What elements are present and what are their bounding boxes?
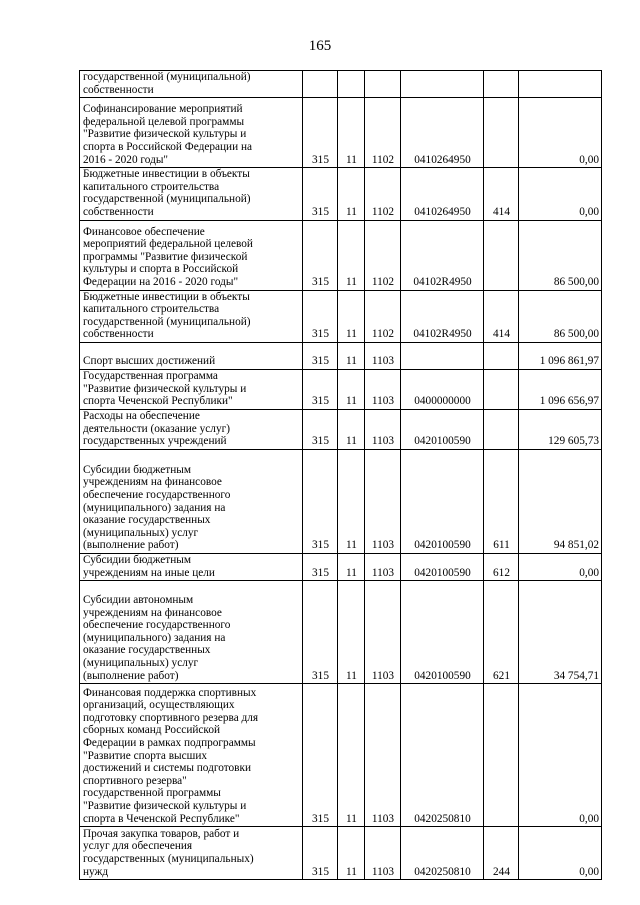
expense-kind-cell: 414 <box>484 168 519 220</box>
section-code-cell: 11 <box>338 409 365 449</box>
amount-cell: 0,00 <box>519 827 602 880</box>
ministry-code-cell: 315 <box>303 98 338 168</box>
target-article-cell: 0420250810 <box>401 827 484 880</box>
subsection-code-cell: 1102 <box>365 168 401 220</box>
subsection-code-cell: 1102 <box>365 220 401 290</box>
expense-kind-cell <box>484 71 519 98</box>
ministry-code-cell: 315 <box>303 449 338 553</box>
expense-name-cell: Спорт высших достижений <box>80 342 303 369</box>
subsection-code-cell: 1102 <box>365 290 401 342</box>
expense-kind-cell: 621 <box>484 581 519 684</box>
table-row <box>80 71 602 98</box>
amount-cell: 0,00 <box>519 553 602 580</box>
amount-cell: 86 500,00 <box>519 290 602 342</box>
ministry-code-cell: 315 <box>303 684 338 827</box>
expense-kind-cell <box>484 409 519 449</box>
target-article-cell: 0420250810 <box>401 684 484 827</box>
expense-name-cell: Софинансирование мероприятий федеральной целевой программы "Развитие физической культуры и спорта в Российской Федерации на 2016 - 2020 годы" <box>80 98 303 168</box>
subsection-code-cell: 1103 <box>365 369 401 409</box>
section-code-cell: 11 <box>338 220 365 290</box>
table-row <box>80 827 602 880</box>
table-row <box>80 409 602 449</box>
section-code-cell: 11 <box>338 369 365 409</box>
expense-name-cell: государственной (муниципальной) собственности <box>80 71 303 98</box>
table-row <box>80 369 602 409</box>
ministry-code-cell: 315 <box>303 342 338 369</box>
subsection-code-cell: 1103 <box>365 684 401 827</box>
expense-name-cell: Расходы на обеспечение деятельности (оказание услуг) государственных учреждений <box>80 409 303 449</box>
section-code-cell: 11 <box>338 168 365 220</box>
expense-name-cell: Финансовое обеспечение мероприятий федеральной целевой программы "Развитие физической культуры и спорта в Российской Федерации на 2016 - 2020 годы" <box>80 220 303 290</box>
target-article-cell: 0410264950 <box>401 168 484 220</box>
ministry-code-cell: 315 <box>303 290 338 342</box>
section-code-cell: 11 <box>338 449 365 553</box>
expense-name-cell: Бюджетные инвестиции в объекты капитального строительства государственной (муниципальной) собственности <box>80 168 303 220</box>
amount-cell: 129 605,73 <box>519 409 602 449</box>
subsection-code-cell: 1103 <box>365 827 401 880</box>
expense-name-cell: Бюджетные инвестиции в объекты капитального строительства государственной (муниципальной) собственности <box>80 290 303 342</box>
target-article-cell: 0420100590 <box>401 553 484 580</box>
table-row <box>80 290 602 342</box>
ministry-code-cell: 315 <box>303 220 338 290</box>
table-row <box>80 553 602 580</box>
amount-cell: 0,00 <box>519 684 602 827</box>
table-row <box>80 98 602 168</box>
expense-name-cell: Субсидии бюджетным учреждениям на финансовое обеспечение государственного (муниципального) задания на оказание государственных (муниципальных) услуг (выполнение работ) <box>80 449 303 553</box>
amount-cell: 86 500,00 <box>519 220 602 290</box>
subsection-code-cell: 1102 <box>365 98 401 168</box>
expense-kind-cell <box>484 369 519 409</box>
subsection-code-cell: 1103 <box>365 409 401 449</box>
table-row <box>80 581 602 684</box>
target-article-cell: 0420100590 <box>401 449 484 553</box>
ministry-code-cell: 315 <box>303 168 338 220</box>
ministry-code-cell <box>303 71 338 98</box>
expense-name-cell: Субсидии автономным учреждениям на финансовое обеспечение государственного (муниципального) задания на оказание государственных (муниципальных) услуг (выполнение работ) <box>80 581 303 684</box>
target-article-cell: 0400000000 <box>401 369 484 409</box>
expense-kind-cell <box>484 220 519 290</box>
amount-cell: 94 851,02 <box>519 449 602 553</box>
expense-kind-cell: 244 <box>484 827 519 880</box>
amount-cell: 1 096 656,97 <box>519 369 602 409</box>
expense-name-cell: Финансовая поддержка спортивных организаций, осуществляющих подготовку спортивного резерва для сборных команд Российской Федерации в рамках подпрограммы "Развитие спорта высших достижений и системы подготовки спортивного резерва" государственной программы "Развитие физической культуры и спорта в Чеченской Республике" <box>80 684 303 827</box>
target-article-cell <box>401 71 484 98</box>
table-row <box>80 684 602 827</box>
subsection-code-cell: 1103 <box>365 342 401 369</box>
expense-kind-cell: 414 <box>484 290 519 342</box>
section-code-cell: 11 <box>338 827 365 880</box>
expense-kind-cell <box>484 684 519 827</box>
amount-cell <box>519 71 602 98</box>
ministry-code-cell: 315 <box>303 553 338 580</box>
table-body <box>80 71 602 880</box>
target-article-cell <box>401 342 484 369</box>
table-row <box>80 342 602 369</box>
page-number: 165 <box>308 38 332 54</box>
table-row <box>80 449 602 553</box>
section-code-cell: 11 <box>338 581 365 684</box>
expense-kind-cell <box>484 342 519 369</box>
expense-kind-cell <box>484 98 519 168</box>
section-code-cell <box>338 71 365 98</box>
section-code-cell: 11 <box>338 684 365 827</box>
amount-cell: 0,00 <box>519 98 602 168</box>
expense-name-cell: Государственная программа "Развитие физической культуры и спорта Чеченской Республики" <box>80 369 303 409</box>
target-article-cell: 0420100590 <box>401 581 484 684</box>
target-article-cell: 04102R4950 <box>401 220 484 290</box>
budget-table <box>79 70 602 880</box>
target-article-cell: 0410264950 <box>401 98 484 168</box>
ministry-code-cell: 315 <box>303 369 338 409</box>
section-code-cell: 11 <box>338 98 365 168</box>
subsection-code-cell: 1103 <box>365 581 401 684</box>
expense-name-cell: Субсидии бюджетным учреждениям на иные цели <box>80 553 303 580</box>
table-row <box>80 168 602 220</box>
section-code-cell: 11 <box>338 342 365 369</box>
expense-name-cell: Прочая закупка товаров, работ и услуг для обеспечения государственных (муниципальных) нужд <box>80 827 303 880</box>
target-article-cell: 04102R4950 <box>401 290 484 342</box>
section-code-cell: 11 <box>338 553 365 580</box>
subsection-code-cell: 1103 <box>365 449 401 553</box>
amount-cell: 0,00 <box>519 168 602 220</box>
subsection-code-cell: 1103 <box>365 553 401 580</box>
amount-cell: 1 096 861,97 <box>519 342 602 369</box>
section-code-cell: 11 <box>338 290 365 342</box>
expense-kind-cell: 612 <box>484 553 519 580</box>
table-row <box>80 220 602 290</box>
target-article-cell: 0420100590 <box>401 409 484 449</box>
ministry-code-cell: 315 <box>303 581 338 684</box>
ministry-code-cell: 315 <box>303 409 338 449</box>
subsection-code-cell <box>365 71 401 98</box>
expense-kind-cell: 611 <box>484 449 519 553</box>
amount-cell: 34 754,71 <box>519 581 602 684</box>
ministry-code-cell: 315 <box>303 827 338 880</box>
